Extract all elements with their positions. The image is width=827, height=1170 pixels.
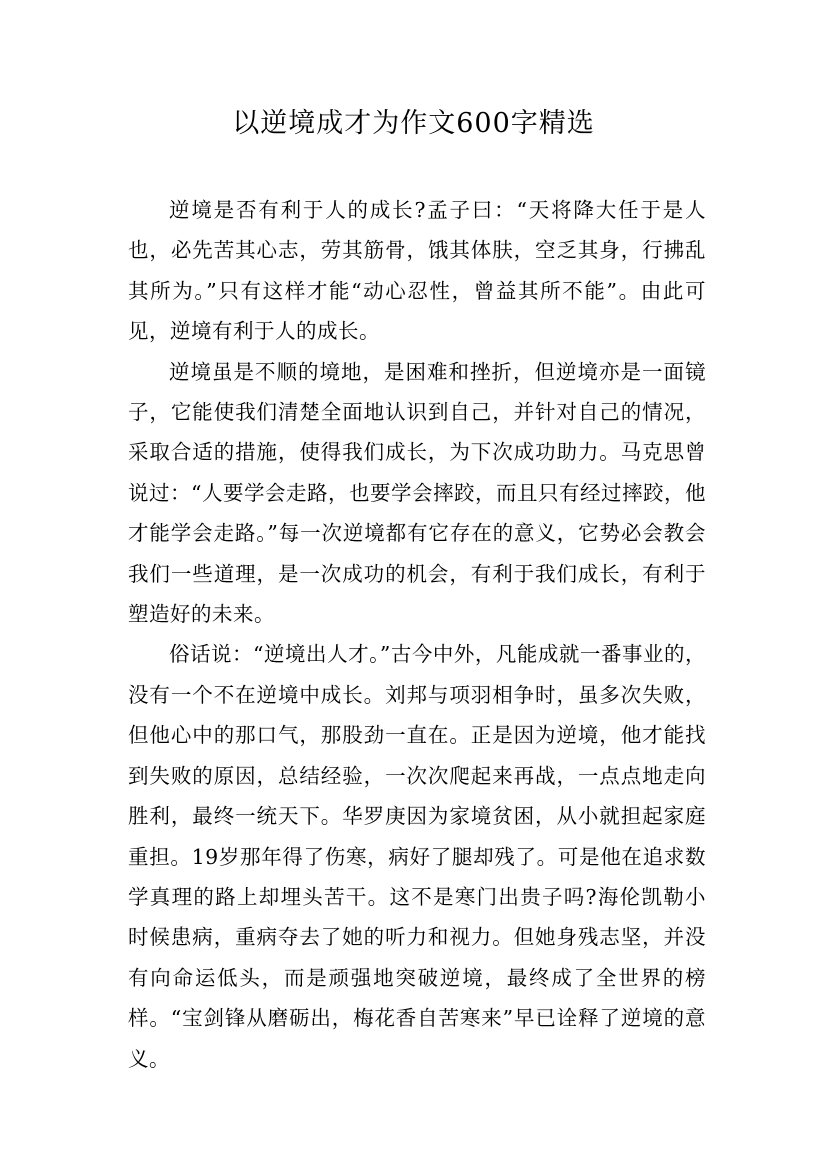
paragraph-3: 俗话说：“逆境出人才。”古今中外，凡能成就一番事业的，没有一个不在逆境中成长。刘邦与项羽相争时，虽多次失败，但他心中的那口气，那股劲一直在。正是因为逆境，他才能找到失败的原因，总结经验，一次次爬起来再战，一点点地走向胜利，最终一统天下。华罗庚因为家境贫困，从小就担起家庭重担。19岁那年得了伤寒，病好了腿却残了。可是他在追求数学真理的路上却埋头苦干。这不是寒门出贵子吗?海伦凯勒小时候患病，重病夺去了她的听力和视力。但她身残志坚，并没有向命运低头，而是顽强地突破逆境，最终成了全世界的榜样。“宝剑锋从磨砺出，梅花香自苦寒来”早已诠释了逆境的意义。: [128, 642, 706, 1071]
paragraph-2: 逆境虽是不顺的境地，是困难和挫折，但逆境亦是一面镜子，它能使我们清楚全面地认识到自己，并针对自己的情况，采取合适的措施，使得我们成长，为下次成功助力。马克思曾说过：“人要学会走路，也要学会摔跤，而且只有经过摔跤，他才能学会走路。”每一次逆境都有它存在的意义，它势必会教会我们一些道理，是一次成功的机会，有利于我们成长，有利于塑造好的未来。: [128, 359, 706, 627]
document-body: [128, 190, 706, 1079]
document-title: 以逆境成才为作文600字精选: [232, 108, 595, 139]
paragraph-1: 逆境是否有利于人的成长?孟子曰：“天将降大任于是人也，必先苦其心志，劳其筋骨，饿其体肤，空乏其身，行拂乱其所为。”只有这样才能“动心忍性，曾益其所不能”。由此可见，逆境有利于人的成长。: [128, 198, 706, 344]
